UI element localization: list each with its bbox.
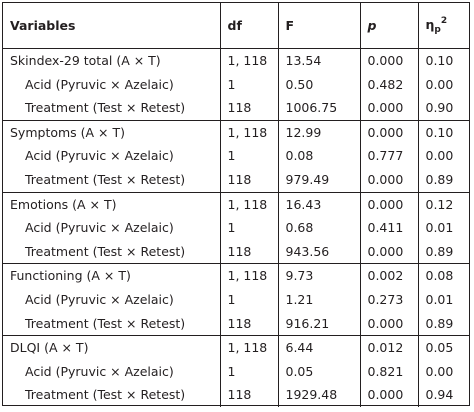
table-row-sub (3, 73, 469, 97)
row-label: Functioning (A × T) (3, 264, 220, 288)
table-row-group (3, 49, 469, 73)
cell-f: 1.21 (278, 288, 360, 312)
eta-subscript: p (434, 25, 441, 35)
cell-eta-squared: 0.01 (418, 288, 469, 312)
cell-eta-squared: 0.05 (418, 336, 469, 360)
table-row-sub (3, 360, 469, 384)
eta-symbol: η (425, 17, 435, 32)
cell-f: 1006.75 (278, 96, 360, 120)
cell-df: 118 (220, 96, 278, 120)
cell-p: 0.000 (360, 96, 418, 120)
header-eta-squared (418, 3, 469, 49)
table-row-sub (3, 168, 469, 192)
cell-p: 0.000 (360, 192, 418, 216)
table-row-group (3, 192, 469, 216)
cell-df: 118 (220, 168, 278, 192)
cell-df: 1, 118 (220, 192, 278, 216)
row-label: Acid (Pyruvic × Azelaic) (25, 363, 174, 379)
cell-p: 0.273 (360, 288, 418, 312)
row-label: Acid (Pyruvic × Azelaic) (25, 220, 174, 236)
header-variables: Variables (3, 3, 220, 49)
row-label: Treatment (Test × Retest) (25, 315, 186, 331)
cell-eta-squared: 0.00 (418, 144, 469, 168)
cell-p: 0.000 (360, 383, 418, 407)
row-label: Treatment (Test × Retest) (25, 243, 186, 259)
cell-f: 979.49 (278, 168, 360, 192)
cell-f: 0.05 (278, 360, 360, 384)
row-label: Treatment (Test × Retest) (25, 387, 186, 403)
cell-p: 0.000 (360, 168, 418, 192)
table-row-group (3, 264, 469, 288)
cell-df: 1 (220, 144, 278, 168)
cell-f: 0.50 (278, 73, 360, 97)
table-row-sub (3, 288, 469, 312)
cell-p: 0.000 (360, 312, 418, 336)
cell-eta-squared: 0.90 (418, 96, 469, 120)
cell-p: 0.012 (360, 336, 418, 360)
row-label: Symptoms (A × T) (3, 120, 220, 144)
row-label: Acid (Pyruvic × Azelaic) (25, 148, 174, 164)
cell-f: 1929.48 (278, 383, 360, 407)
cell-eta-squared: 0.94 (418, 383, 469, 407)
row-label: Emotions (A × T) (3, 192, 220, 216)
header-row (3, 3, 469, 49)
anova-table-frame (2, 2, 470, 406)
table-row-group (3, 120, 469, 144)
cell-p: 0.000 (360, 120, 418, 144)
cell-f: 13.54 (278, 49, 360, 73)
cell-df: 1, 118 (220, 49, 278, 73)
cell-eta-squared: 0.10 (418, 120, 469, 144)
cell-p: 0.411 (360, 216, 418, 240)
row-label: Skindex-29 total (A × T) (10, 53, 161, 68)
cell-eta-squared: 0.00 (418, 73, 469, 97)
cell-df: 1, 118 (220, 264, 278, 288)
row-label: Treatment (Test × Retest) (25, 100, 186, 116)
cell-df: 1, 118 (220, 336, 278, 360)
table-row-sub (3, 383, 469, 407)
cell-df: 1 (220, 360, 278, 384)
cell-p: 0.002 (360, 264, 418, 288)
cell-eta-squared: 0.89 (418, 240, 469, 264)
cell-f: 0.68 (278, 216, 360, 240)
table-row-sub (3, 216, 469, 240)
cell-eta-squared: 0.08 (418, 264, 469, 288)
cell-eta-squared: 0.10 (418, 49, 469, 73)
cell-f: 0.08 (278, 144, 360, 168)
cell-df: 118 (220, 240, 278, 264)
cell-p: 0.000 (360, 49, 418, 73)
eta-superscript: 2 (440, 16, 448, 26)
cell-eta-squared: 0.12 (418, 192, 469, 216)
cell-df: 1 (220, 216, 278, 240)
cell-f: 9.73 (278, 264, 360, 288)
row-label: Acid (Pyruvic × Azelaic) (25, 291, 174, 307)
cell-eta-squared: 0.01 (418, 216, 469, 240)
header-f: F (278, 3, 360, 49)
cell-f: 16.43 (278, 192, 360, 216)
cell-p: 0.777 (360, 144, 418, 168)
cell-eta-squared: 0.89 (418, 168, 469, 192)
cell-f: 12.99 (278, 120, 360, 144)
table-row-group (3, 336, 469, 360)
table-row-sub (3, 240, 469, 264)
cell-df: 1, 118 (220, 120, 278, 144)
cell-df: 118 (220, 383, 278, 407)
cell-df: 118 (220, 312, 278, 336)
row-label: Treatment (Test × Retest) (25, 171, 186, 187)
header-df: df (220, 3, 278, 49)
cell-p: 0.000 (360, 240, 418, 264)
table-row-sub (3, 96, 469, 120)
cell-f: 916.21 (278, 312, 360, 336)
row-label: DLQI (A × T) (3, 336, 220, 360)
row-label: Acid (Pyruvic × Azelaic) (25, 76, 174, 92)
cell-df: 1 (220, 73, 278, 97)
table-row-sub (3, 144, 469, 168)
cell-f: 943.56 (278, 240, 360, 264)
cell-eta-squared: 0.00 (418, 360, 469, 384)
table-row-sub (3, 312, 469, 336)
anova-table (3, 3, 469, 407)
cell-f: 6.44 (278, 336, 360, 360)
cell-p: 0.482 (360, 73, 418, 97)
header-p: p (360, 3, 418, 49)
cell-eta-squared: 0.89 (418, 312, 469, 336)
cell-p: 0.821 (360, 360, 418, 384)
cell-df: 1 (220, 288, 278, 312)
table-body (3, 49, 469, 407)
